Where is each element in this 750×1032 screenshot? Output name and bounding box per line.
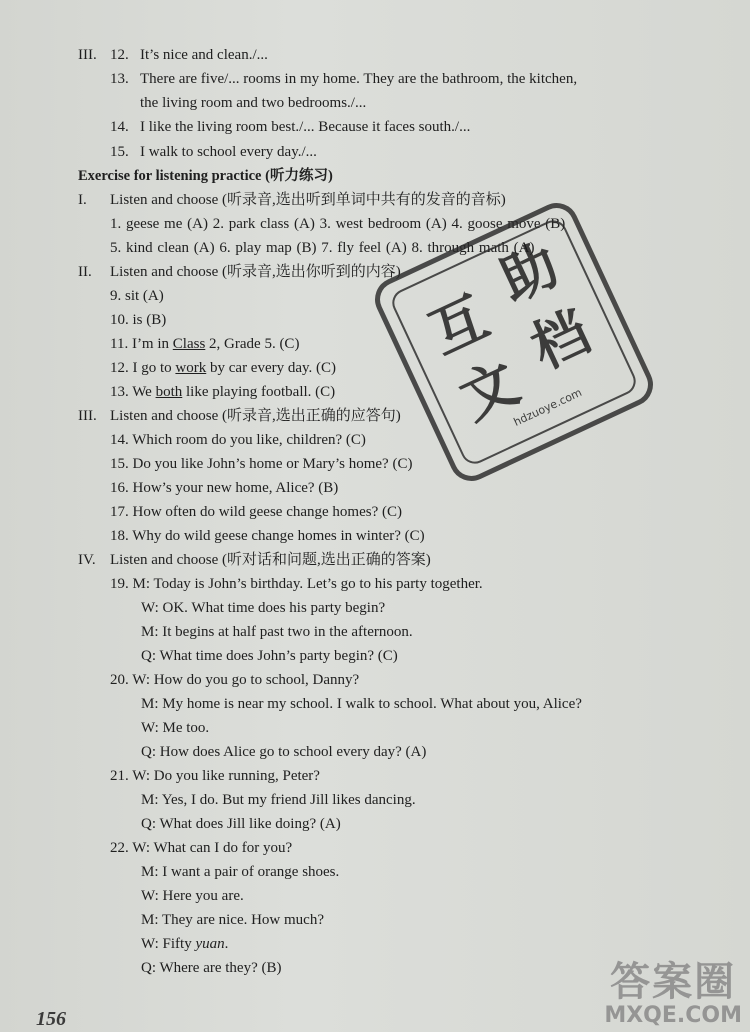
part3-label: III. xyxy=(78,408,97,424)
item-13b-pre: 13. We xyxy=(110,384,156,400)
item-13-text: There are five/... rooms in my home. They are the bathroom, the kitchen, xyxy=(140,71,578,87)
item-11-pre: 11. I’m in xyxy=(110,336,173,352)
item-22-line1: 22. W: What can I do for you? xyxy=(110,840,293,856)
item-22-line3: W: Here you are. xyxy=(141,888,244,904)
item-22-line5-post: . xyxy=(224,936,229,952)
item-20-line1: 20. W: How do you go to school, Danny? xyxy=(110,672,360,688)
part2-label: II. xyxy=(78,264,92,280)
item-21-line1: 21. W: Do you like running, Peter? xyxy=(110,768,320,784)
item-11-post: 2, Grade 5. (C) xyxy=(205,336,300,352)
stamp-char-3: 文 xyxy=(450,350,529,433)
part1-row1: 1. geese me (A) 2. park class (A) 3. west bedroom (A) 4. goose move (B) xyxy=(110,216,566,232)
item-13b-underlined: both xyxy=(155,384,183,400)
item-14-number: 14. xyxy=(110,119,129,135)
item-14b: 14. Which room do you like, children? (C) xyxy=(110,432,366,448)
item-21-line3: Q: What does Jill like doing? (A) xyxy=(141,816,341,832)
item-13-text-cont: the living room and two bedrooms./... xyxy=(140,95,367,111)
page-number: 156 xyxy=(36,1008,66,1030)
item-22-line4: M: They are nice. How much? xyxy=(141,912,324,928)
item-22-line5-pre: W: Fifty xyxy=(141,936,196,952)
item-12-text: It’s nice and clean./... xyxy=(140,47,268,63)
part2-heading: Listen and choose (听录音,选出你听到的内容) xyxy=(110,264,401,280)
item-12-number: 12. xyxy=(110,47,129,63)
item-19-line1: 19. M: Today is John’s birthday. Let’s go to his party together. xyxy=(110,576,483,592)
item-12b-underlined: work xyxy=(175,360,207,376)
item-14-text: I like the living room best./... Because it faces south./... xyxy=(140,119,471,135)
part4-heading: Listen and choose (听对话和问题,选出正确的答案) xyxy=(110,552,431,568)
item-12b-pre: 12. I go to xyxy=(110,360,176,376)
item-11-underlined: Class xyxy=(172,336,206,352)
part1-heading: Listen and choose (听录音,选出听到单词中共有的发音的音标) xyxy=(110,192,506,208)
item-12b-post: by car every day. (C) xyxy=(206,360,337,376)
stamp-char-1: 互 xyxy=(420,284,499,368)
item-22-line5 xyxy=(141,934,228,954)
item-13-number: 13. xyxy=(110,71,129,87)
item-21-line2: M: Yes, I do. But my friend Jill likes dancing. xyxy=(141,792,416,808)
watermark-big-text: 答案圈 xyxy=(610,959,737,1005)
item-20-line3: W: Me too. xyxy=(141,720,210,736)
item-19-line3: M: It begins at half past two in the afternoon. xyxy=(141,624,413,640)
item-12b xyxy=(110,358,336,378)
item-19-line4: Q: What time does John’s party begin? (C) xyxy=(141,648,398,664)
item-17: 17. How often do wild geese change homes? (C) xyxy=(110,504,403,520)
part4-label: IV. xyxy=(78,552,96,568)
item-13b xyxy=(110,382,335,402)
part1-row2: 5. kind clean (A) 6. play map (B) 7. fly feel (A) 8. through math (A) xyxy=(110,240,535,256)
part3-heading: Listen and choose (听录音,选出正确的应答句) xyxy=(110,408,401,424)
stamp-char-4: 档 xyxy=(521,299,600,382)
item-15b: 15. Do you like John’s home or Mary’s home? (C) xyxy=(110,456,413,472)
item-18: 18. Why do wild geese change homes in winter? (C) xyxy=(110,528,425,544)
item-22-line6: Q: Where are they? (B) xyxy=(141,960,282,976)
item-13b-post: like playing football. (C) xyxy=(182,384,336,400)
listening-title: Exercise for listening practice (听力练习) xyxy=(78,168,333,184)
stamp-char-2: 助 xyxy=(490,232,569,315)
item-16: 16. How’s your new home, Alice? (B) xyxy=(110,480,339,496)
item-20-line4: Q: How does Alice go to school every day? (A) xyxy=(141,744,427,760)
item-22-line5-italic: yuan xyxy=(195,936,225,952)
part1-label: I. xyxy=(78,192,87,208)
item-9: 9. sit (A) xyxy=(110,288,164,304)
mxqe-watermark-logo xyxy=(604,960,742,1028)
section-iii-label: III. xyxy=(78,47,97,63)
item-19-line2: W: OK. What time does his party begin? xyxy=(141,600,386,616)
watermark-small-text: MXQE.COM xyxy=(604,1003,742,1028)
item-22-line2: M: I want a pair of orange shoes. xyxy=(141,864,340,880)
item-15-text: I walk to school every day./... xyxy=(140,144,317,160)
item-20-line2: M: My home is near my school. I walk to school. What about you, Alice? xyxy=(141,696,582,712)
stamp-url: hdzuoye.com xyxy=(511,385,584,429)
item-15-number: 15. xyxy=(110,144,129,160)
item-10: 10. is (B) xyxy=(110,312,167,328)
item-11 xyxy=(110,334,299,354)
